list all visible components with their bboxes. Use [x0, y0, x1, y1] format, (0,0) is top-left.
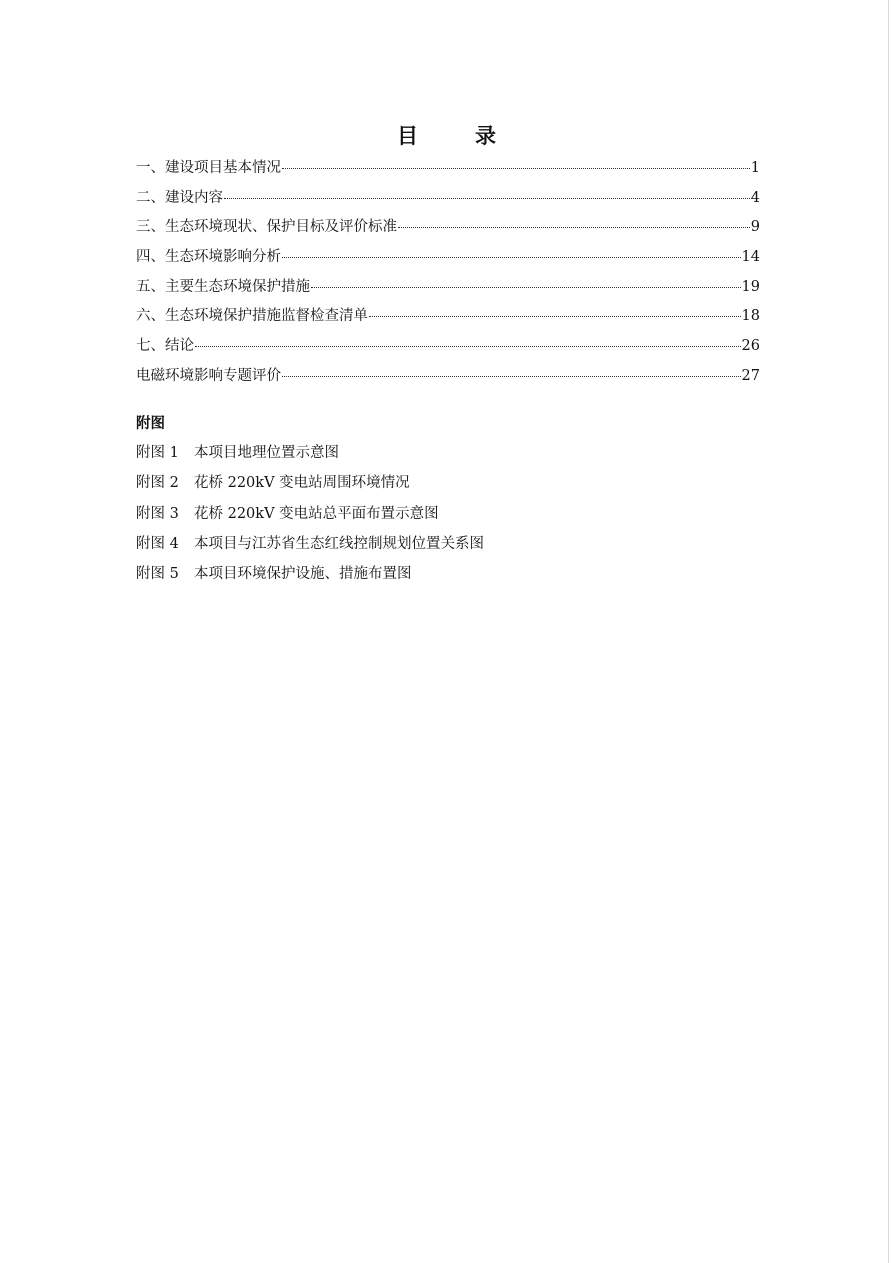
toc-dot-leader — [195, 346, 741, 347]
toc-dot-leader — [282, 257, 741, 258]
toc-entry-page: 27 — [741, 367, 760, 384]
figure-title: 本项目地理位置示意图 — [194, 445, 339, 461]
toc-dot-leader — [224, 198, 750, 199]
figure-title: 花桥 220kV 变电站总平面布置示意图 — [194, 505, 439, 522]
toc-entry-label: 四、生态环境影响分析 — [136, 249, 281, 266]
figure-number: 附图 2 — [136, 475, 179, 492]
table-of-contents — [136, 156, 760, 394]
figures-heading: 附图 — [136, 415, 165, 432]
toc-entry-label: 五、主要生态环境保护措施 — [136, 278, 310, 295]
figure-title: 花桥 220kV 变电站周围环境情况 — [194, 475, 410, 492]
toc-dot-leader — [282, 168, 750, 169]
figure-title: 本项目与江苏省生态红线控制规划位置关系图 — [194, 535, 484, 552]
figure-title: 本项目环境保护设施、措施布置图 — [194, 566, 412, 583]
toc-entry-page: 1 — [750, 160, 760, 176]
toc-entry-label: 六、生态环境保护措施监督检查清单 — [136, 308, 368, 325]
toc-dot-leader — [311, 287, 741, 288]
toc-dot-leader — [398, 227, 750, 228]
toc-entry[interactable] — [136, 364, 760, 394]
figure-entry — [136, 441, 736, 471]
toc-entry-page: 19 — [741, 278, 760, 295]
toc-entry[interactable] — [136, 215, 760, 245]
figure-number: 附图 1 — [136, 445, 179, 461]
toc-entry[interactable] — [136, 334, 760, 364]
toc-entry[interactable] — [136, 245, 760, 275]
toc-entry-label: 三、生态环境现状、保护目标及评价标准 — [136, 219, 397, 236]
toc-entry-label: 电磁环境影响专题评价 — [136, 367, 281, 384]
toc-entry-page: 26 — [741, 338, 760, 355]
toc-entry-page: 18 — [741, 308, 760, 325]
toc-dot-leader — [282, 376, 741, 377]
figure-entry — [136, 502, 736, 532]
toc-entry[interactable] — [136, 304, 760, 334]
toc-entry-label: 七、结论 — [136, 338, 194, 355]
figures-list — [136, 441, 736, 592]
toc-entry-label: 一、建设项目基本情况 — [136, 160, 281, 176]
toc-entry[interactable] — [136, 156, 760, 186]
toc-entry-label: 二、建设内容 — [136, 189, 223, 206]
page-edge-divider — [888, 0, 889, 1263]
figure-entry — [136, 562, 736, 592]
figure-entry — [136, 471, 736, 501]
figure-entry — [136, 532, 736, 562]
toc-entry-page: 4 — [750, 189, 760, 206]
toc-entry[interactable] — [136, 275, 760, 305]
page-title: 目 录 — [397, 123, 514, 148]
toc-dot-leader — [369, 316, 741, 317]
figure-number: 附图 5 — [136, 566, 179, 583]
toc-entry-page: 14 — [741, 249, 760, 266]
figure-number: 附图 3 — [136, 505, 179, 522]
toc-entry-page: 9 — [750, 219, 760, 236]
figure-number: 附图 4 — [136, 535, 179, 552]
toc-entry[interactable] — [136, 186, 760, 216]
